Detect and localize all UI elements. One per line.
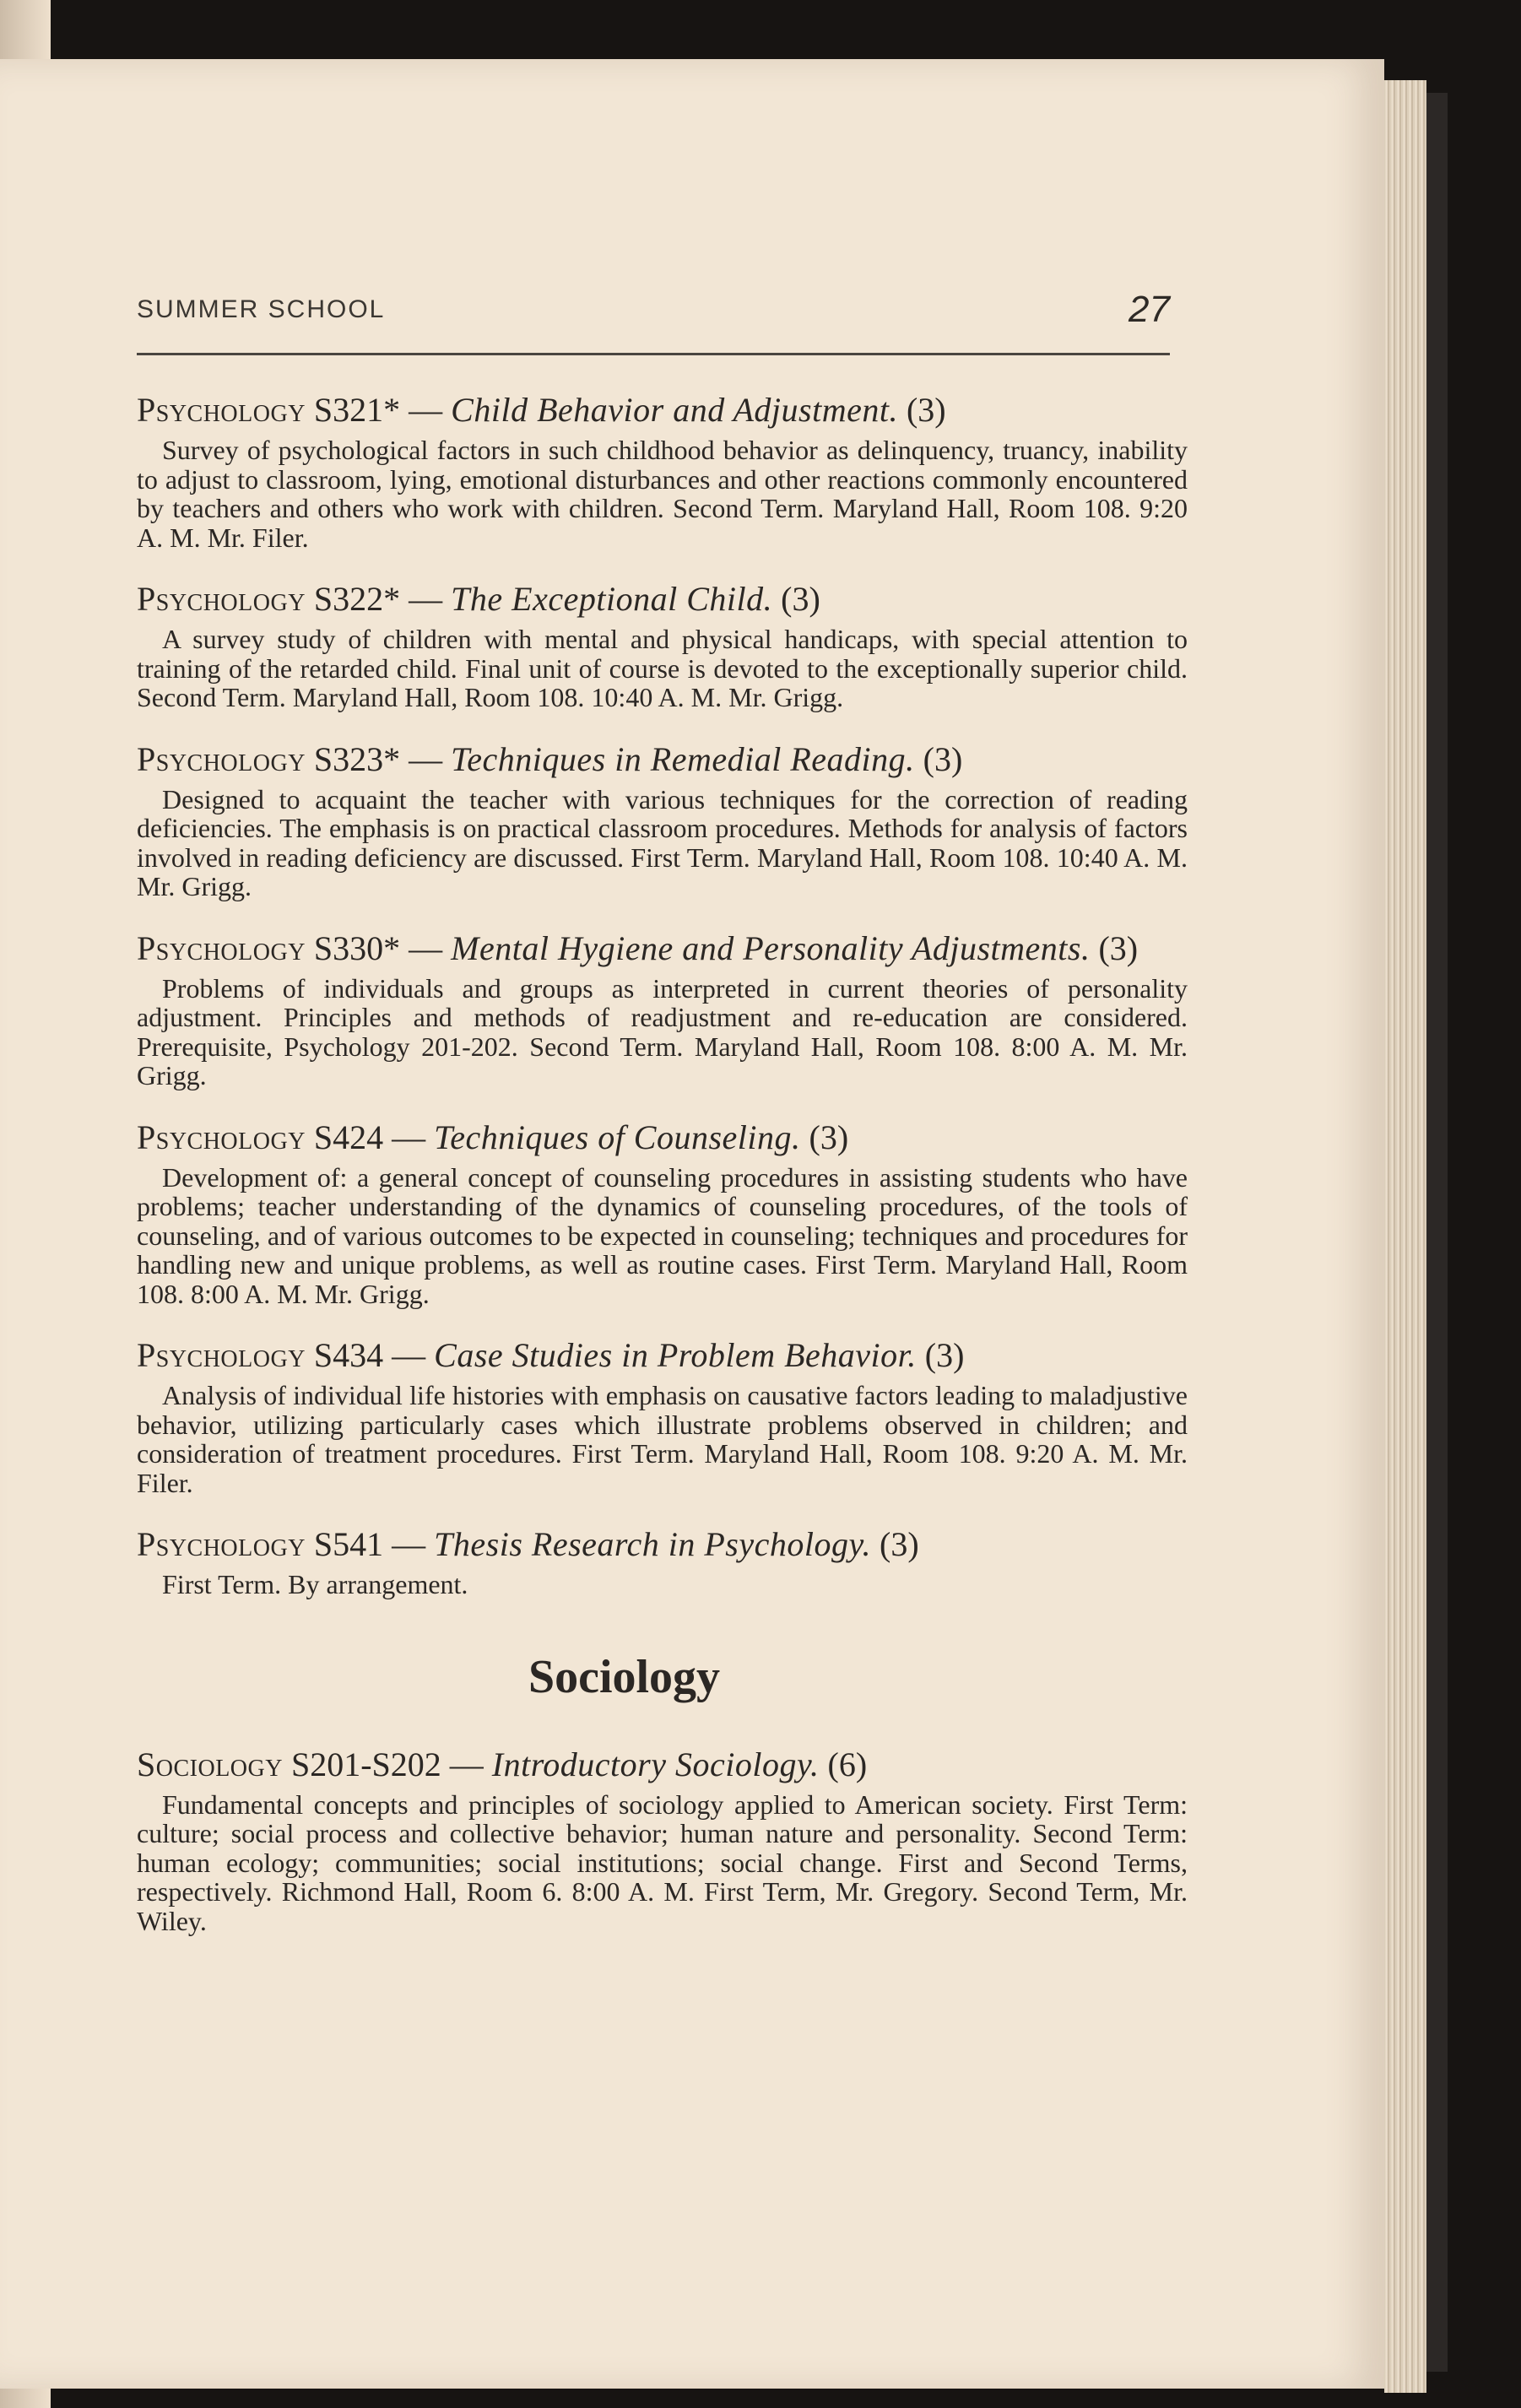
course-number: S322* — <box>313 580 443 618</box>
course-department: Psychology <box>137 1336 306 1374</box>
course-credits: (6) <box>827 1745 868 1783</box>
course-entry <box>137 388 1188 552</box>
course-number: S201-S202 — <box>290 1745 484 1783</box>
running-head: SUMMER SCHOOL <box>137 295 386 323</box>
course-entry <box>137 738 1188 901</box>
course-number: S323* — <box>313 739 443 778</box>
book-page-edges <box>1384 80 1426 2393</box>
course-title: Thesis Research in Psychology. <box>434 1525 872 1563</box>
course-number: S330* — <box>313 928 443 967</box>
course-description: First Term. By arrangement. <box>162 1569 468 1599</box>
course-title: The Exceptional Child. <box>451 580 773 618</box>
course-entry <box>137 577 1188 712</box>
course-credits: (3) <box>809 1117 849 1156</box>
course-credits: (3) <box>781 580 820 618</box>
course-description: Designed to acquaint the teacher with various techniques for the correction of reading deficiencies. The emphasis is on practical classroom procedures. Methods for analysis of factors involved in reading deficiency are discussed. First Term. Maryland Hall, Room 108. 10:40 A. M. Mr. Grigg. <box>137 783 1188 901</box>
course-department: Psychology <box>137 1117 306 1156</box>
course-description: Problems of individuals and groups as interpreted in current theories of personality adjustment. Principles and methods of readjustment and re-education are considered. Prerequisite, Psychology 201-202. Second Term. Maryland Hall, Room 108. 8:00 A. M. Mr. Grigg. <box>137 972 1188 1090</box>
course-heading <box>137 577 1188 621</box>
course-credits: (3) <box>880 1525 919 1563</box>
course-heading <box>137 1743 1188 1787</box>
header-rule <box>137 353 1170 355</box>
course-number: S321* — <box>313 391 443 429</box>
course-department: Psychology <box>137 391 306 429</box>
course-department: Sociology <box>137 1745 283 1783</box>
course-entry <box>137 1523 1188 1599</box>
course-department: Psychology <box>137 739 306 778</box>
section-heading-sociology: Sociology <box>528 1650 721 1703</box>
course-credits: (3) <box>924 1336 965 1374</box>
course-department: Psychology <box>137 928 306 967</box>
book-cover-edge <box>1426 93 1448 2372</box>
course-department: Psychology <box>137 580 306 618</box>
course-title: Child Behavior and Adjustment. <box>451 391 898 429</box>
course-heading <box>137 1523 1188 1567</box>
course-title: Introductory Sociology. <box>491 1745 820 1783</box>
course-entry <box>137 1743 1188 1936</box>
course-credits: (3) <box>906 391 946 429</box>
course-description: Development of: a general concept of counseling procedures in assisting students who have problems; teacher understanding of the dynamics of counseling procedures, of the tools of counseling, and of various outcomes to be expected in counseling; techniques and procedures for handling new and unique problems, as well as routine cases. First Term. Maryland Hall, Room 108. 8:00 A. M. Mr. Grigg. <box>137 1161 1188 1309</box>
course-title: Mental Hygiene and Personality Adjustments. <box>451 928 1091 967</box>
course-number: S434 — <box>313 1336 426 1374</box>
course-number: S424 — <box>313 1117 426 1156</box>
course-heading <box>137 388 1188 432</box>
course-heading <box>137 927 1188 971</box>
course-heading <box>137 1116 1188 1160</box>
course-entry <box>137 927 1188 1090</box>
course-entry <box>137 1116 1188 1309</box>
course-heading <box>137 1334 1188 1377</box>
course-credits: (3) <box>923 739 963 778</box>
course-description: Survey of psychological factors in such childhood behavior as delinquency, truancy, inability to adjust to classroom, lying, emotional disturbances and other reactions commonly encountered by teachers and others who work with children. Second Term. Maryland Hall, Room 108. 9:20 A. M. Mr. Filer. <box>137 435 1188 553</box>
course-description: A survey study of children with mental and physical handicaps, with special attention to training of the retarded child. Final unit of course is devoted to the exceptionally superior child. Second Term. Maryland Hall, Room 108. 10:40 A. M. Mr. Grigg. <box>137 624 1188 712</box>
course-entry <box>137 1334 1188 1497</box>
course-title: Case Studies in Problem Behavior. <box>434 1336 917 1374</box>
course-description: Analysis of individual life histories with emphasis on causative factors leading to maladjustive behavior, utilizing particularly cases which illustrate problems observed in children; and consideration of treatment procedures. First Term. Maryland Hall, Room 108. 9:20 A. M. Mr. Filer. <box>137 1380 1188 1498</box>
course-title: Techniques in Remedial Reading. <box>451 739 915 778</box>
course-department: Psychology <box>137 1525 306 1563</box>
course-credits: (3) <box>1098 928 1139 967</box>
course-description: Fundamental concepts and principles of sociology applied to American society. First Term: culture; social process and collective behavior; human nature and personality. Second Term: human ecology; communities; social institutions; social change. First and Second Terms, respectively. Richmond Hall, Room 6. 8:00 A. M. First Term, Mr. Gregory. Second Term, Mr. Wiley. <box>137 1788 1188 1936</box>
course-heading <box>137 738 1188 782</box>
page-number: 27 <box>1129 289 1170 330</box>
page-header <box>137 289 1170 339</box>
course-number: S541 — <box>313 1525 426 1563</box>
course-title: Techniques of Counseling. <box>434 1117 801 1156</box>
course-listing <box>137 388 1188 1961</box>
